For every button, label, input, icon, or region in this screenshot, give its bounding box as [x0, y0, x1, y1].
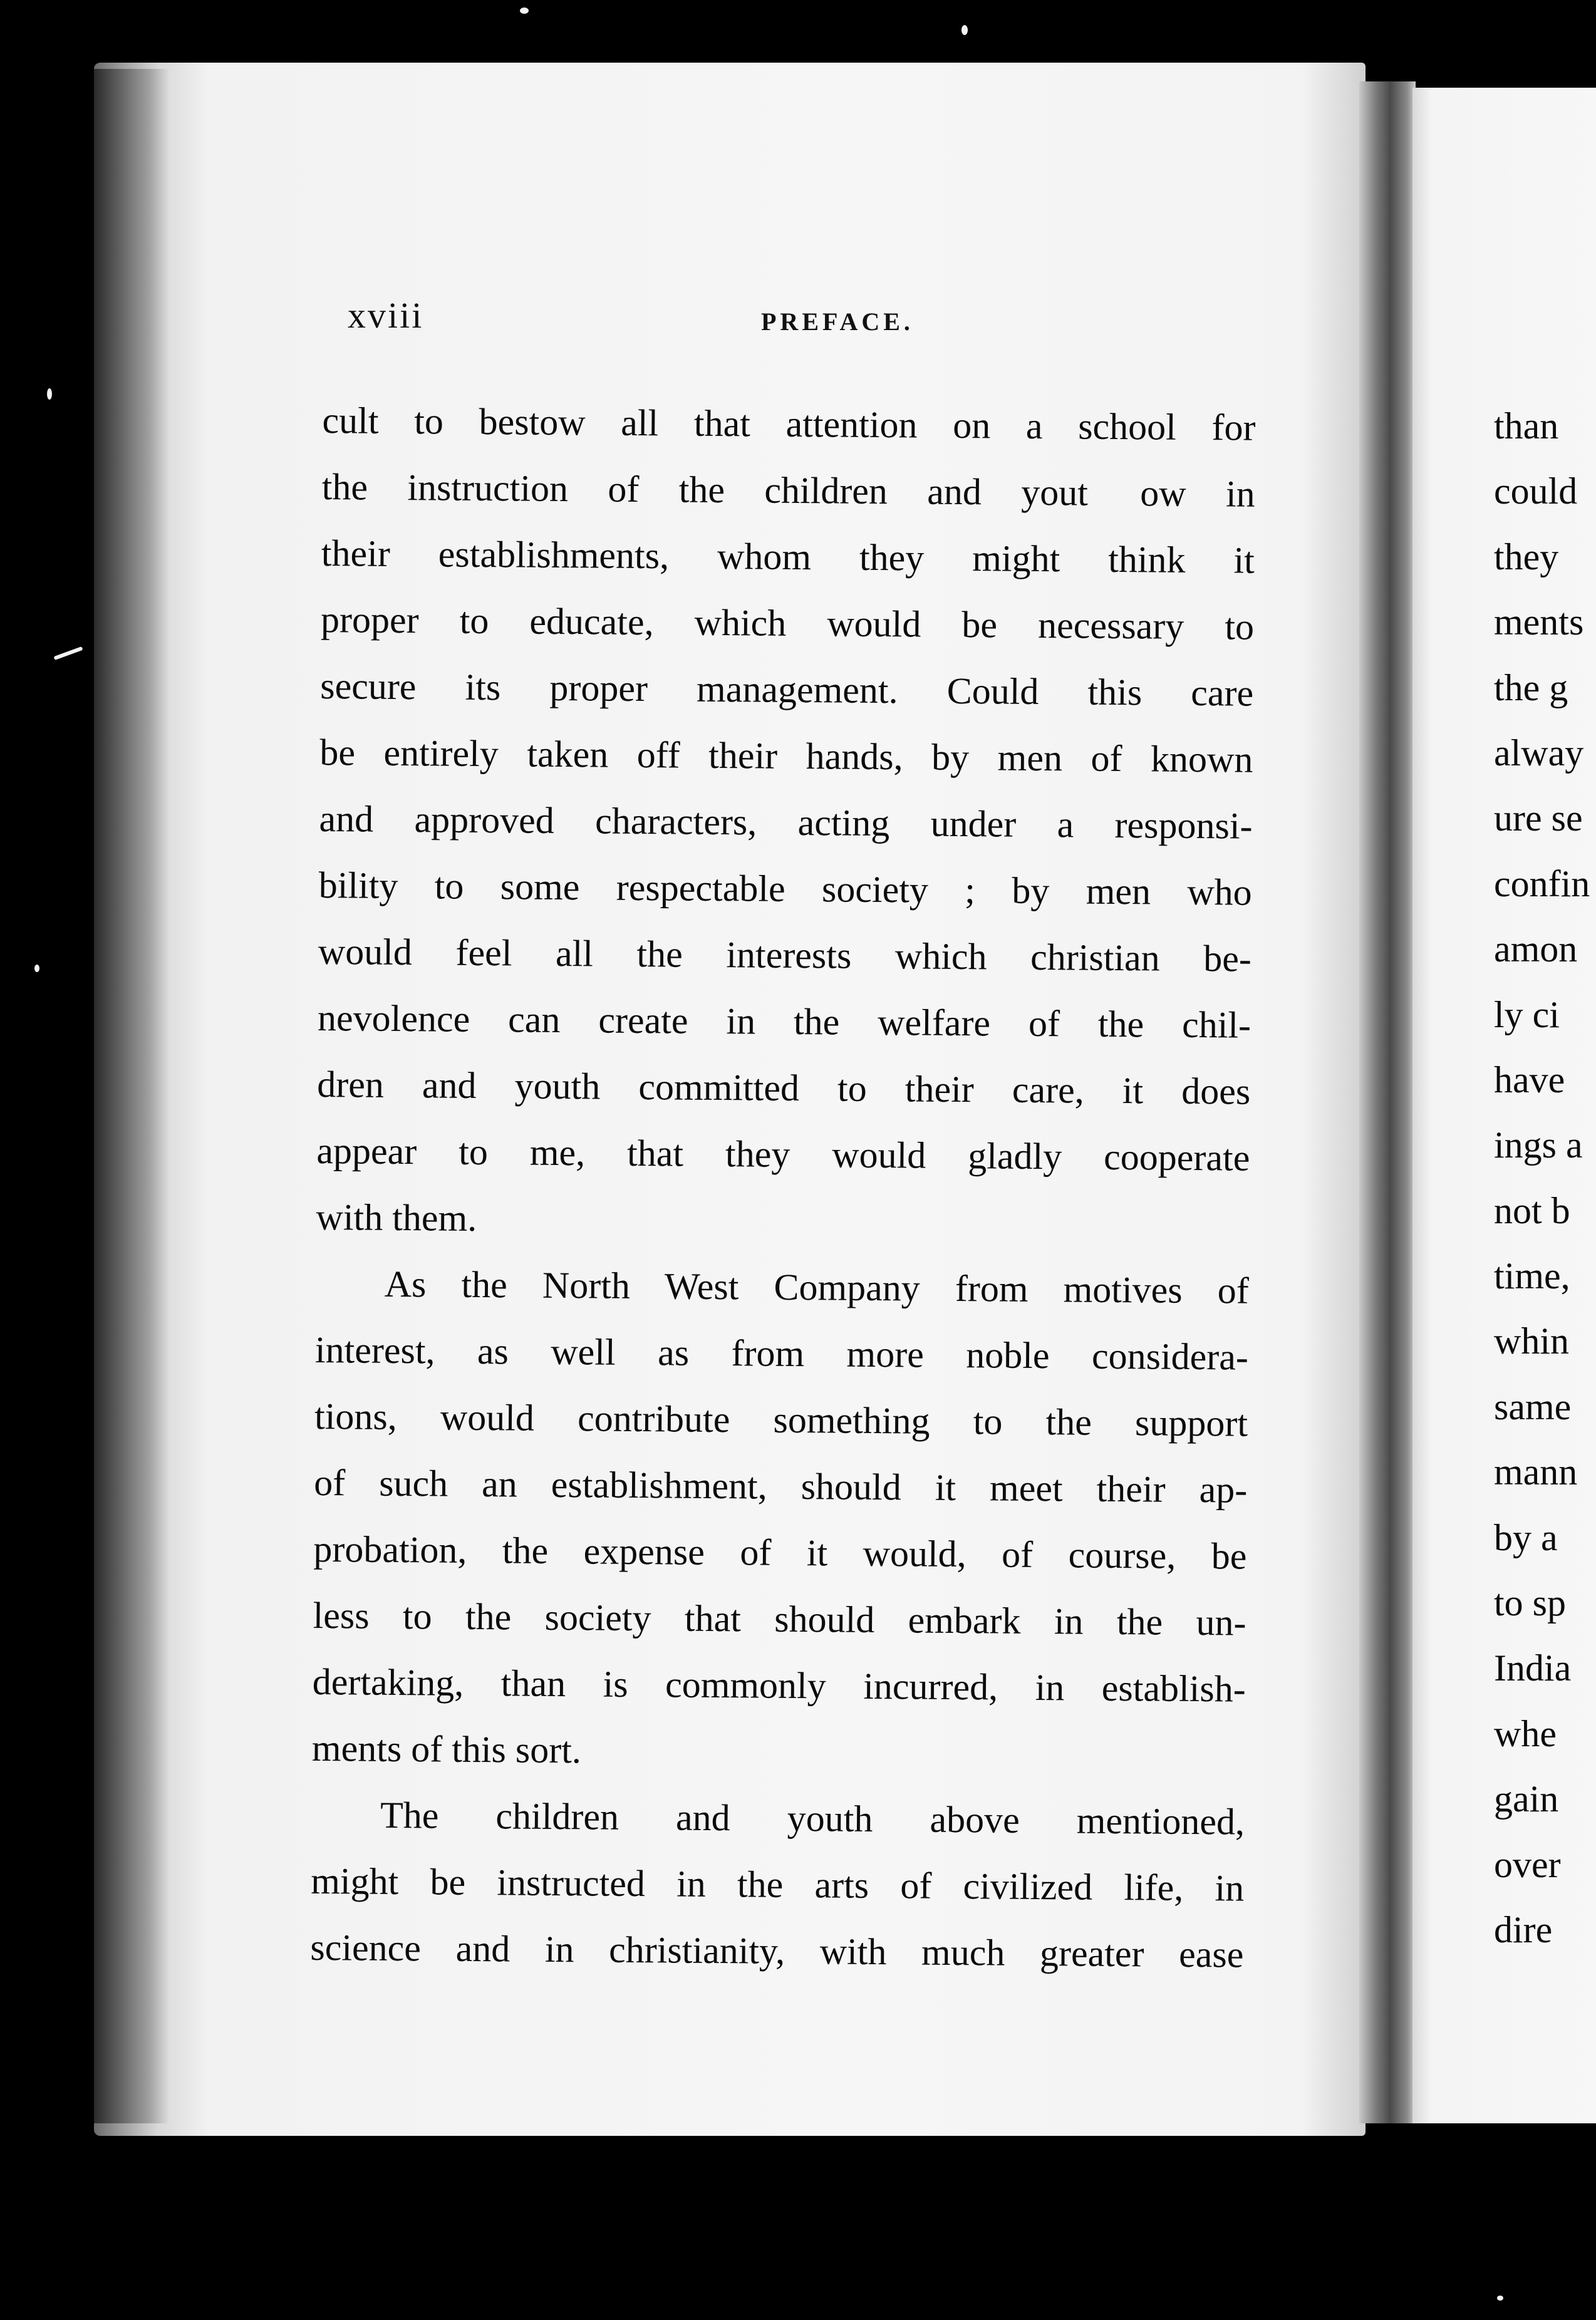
left-page-edge-shadow — [94, 69, 169, 2123]
facing-text-fragment: to sp — [1494, 1582, 1567, 1624]
dust-speck — [34, 965, 39, 972]
facing-text-fragment: amon — [1494, 928, 1578, 970]
facing-text-fragment: could — [1494, 470, 1578, 512]
text-line: would feel all the interests which christian be- — [318, 930, 1252, 980]
text-line: the instruction of the children and yout ow in — [321, 465, 1255, 515]
facing-text-fragment: confin — [1494, 862, 1590, 904]
text-line: probation, the expense of it would, of course, be — [313, 1528, 1247, 1577]
facing-text-fragment: by a — [1494, 1516, 1558, 1558]
text-line: ments of this sort. — [311, 1727, 582, 1771]
facing-text-fragment: alway — [1494, 732, 1584, 774]
text-line: and approved characters, acting under a responsi- — [319, 797, 1253, 847]
text-line: bility to some respectable society ; by men who — [318, 864, 1252, 913]
facing-text-fragment: time, — [1494, 1255, 1570, 1297]
text-line: secure its proper management. Could this care — [319, 665, 1254, 714]
facing-text-fragment: have — [1494, 1059, 1565, 1100]
facing-text-fragment: the g — [1494, 666, 1568, 708]
dust-speck — [53, 646, 83, 660]
text-line: of such an establishment, should it meet their ap- — [314, 1461, 1248, 1511]
facing-text-fragment: they — [1494, 536, 1559, 577]
text-line: their establishments, whom they might think it — [321, 532, 1255, 581]
facing-text-fragment: dire — [1494, 1908, 1553, 1950]
page-body-text — [310, 387, 1256, 1988]
text-line: appear to me, that they would gladly cooperate — [316, 1129, 1250, 1179]
text-line: less to the society that should embark in the un- — [313, 1594, 1246, 1644]
facing-text-fragment: same — [1494, 1385, 1572, 1427]
text-line: science and in christianity, with much greater ease — [310, 1926, 1244, 1976]
text-line: tions, would contribute something to the support — [314, 1395, 1248, 1444]
running-title: PREFACE. — [761, 308, 914, 336]
dust-speck — [961, 25, 968, 35]
text-line: dren and youth committed to their care, it does — [316, 1063, 1251, 1112]
facing-text-fragment: ly ci — [1494, 993, 1560, 1035]
book-gutter — [1359, 81, 1416, 2123]
facing-text-fragment: whe — [1494, 1712, 1557, 1754]
facing-text-fragment: over — [1494, 1843, 1561, 1885]
facing-text-fragment: gain — [1494, 1778, 1559, 1820]
facing-text-fragment: than — [1494, 405, 1559, 447]
text-line: dertaking, than is commonly incurred, in establish- — [312, 1660, 1246, 1710]
facing-text-fragment: ments — [1494, 601, 1584, 643]
text-line: might be instructed in the arts of civilized life, in — [311, 1860, 1245, 1909]
text-line: interest, as well as from more noble considera- — [314, 1328, 1249, 1378]
facing-text-fragment: mann — [1494, 1451, 1578, 1493]
text-line: be entirely taken off their hands, by men of known — [319, 731, 1253, 780]
facing-text-fragment: ure se — [1494, 797, 1583, 839]
dust-speck — [520, 8, 529, 14]
text-line: proper to educate, which would be necessary to — [320, 598, 1255, 648]
text-line: As the North West Company from motives of — [384, 1263, 1249, 1312]
dust-speck — [1497, 2296, 1503, 2301]
page-number: xviii — [348, 295, 424, 336]
facing-text-fragment: whin — [1494, 1320, 1569, 1362]
facing-text-fragment: India — [1494, 1647, 1572, 1689]
text-line: cult to bestow all that attention on a school for — [322, 399, 1256, 448]
text-line: nevolence can create in the welfare of the chil- — [317, 997, 1251, 1046]
facing-text-fragment: ings a — [1494, 1124, 1583, 1166]
dust-speck — [47, 388, 52, 400]
facing-page-text — [1494, 393, 1596, 1962]
text-line: The children and youth above mentioned, — [380, 1794, 1245, 1843]
running-head — [348, 294, 1256, 351]
text-line: with them. — [316, 1196, 477, 1239]
facing-text-fragment: not b — [1494, 1189, 1570, 1231]
